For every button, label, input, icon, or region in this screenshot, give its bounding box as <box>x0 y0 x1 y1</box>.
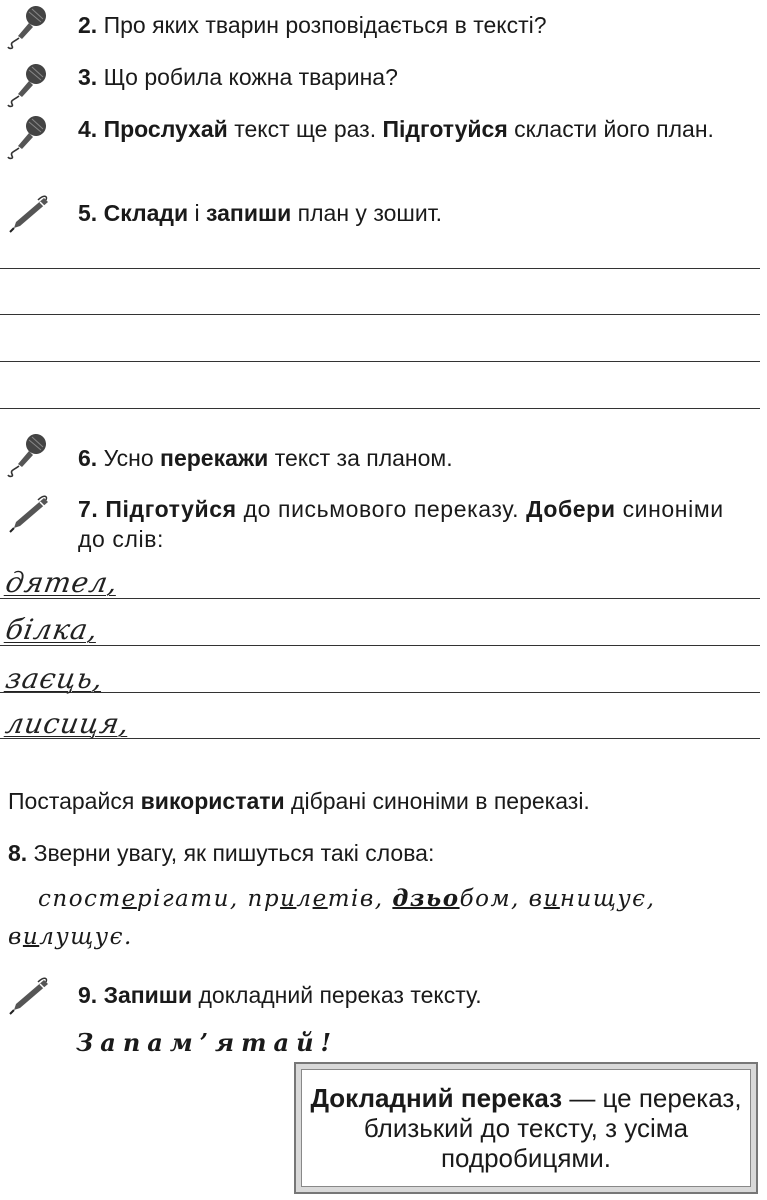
task-7: 7. Підготуйся до письмового переказу. Добери синоніми до слів: <box>78 496 724 552</box>
pen-icon <box>4 970 52 1018</box>
pen-icon <box>4 188 52 236</box>
task-4: 4. Прослухай текст ще раз. Підготуйся скласти його план. <box>78 116 714 142</box>
handwritten-word: дятел, <box>3 566 122 599</box>
task-3: 3. Що робила кожна тварина? <box>78 64 398 90</box>
microphone-icon <box>4 2 52 50</box>
task-5: 5. Склади і запиши план у зошит. <box>78 200 443 226</box>
writing-line <box>0 692 760 693</box>
task-9: 9. Запиши докладний переказ тексту. <box>78 982 482 1008</box>
writing-line <box>0 314 760 315</box>
rule-box <box>294 1062 758 1194</box>
writing-line <box>0 268 760 269</box>
writing-line <box>0 408 760 409</box>
task-2: 2. Про яких тварин розповідається в тексті? <box>78 12 547 38</box>
rule-text: Докладний переказ — це переказ, близький до тексту, з усіма подробицями. <box>301 1069 751 1187</box>
writing-line <box>0 361 760 362</box>
handwritten-word: заєць, <box>3 662 107 695</box>
microphone-icon <box>4 112 52 160</box>
task-6: 6. Усно перекажи текст за планом. <box>78 445 453 471</box>
microphone-icon <box>4 430 52 478</box>
tip-text: Постарайся використати дібрані синоніми в переказі. <box>8 788 590 814</box>
spelling-words: спостерігати, прилетів, дзьобом, винищує, вилущує. <box>8 885 656 950</box>
task-8: 8. Зверни увагу, як пишуться такі слова: <box>8 840 435 866</box>
remember-heading: Запам’ятай! <box>76 1028 339 1057</box>
writing-line <box>0 645 760 646</box>
handwritten-word: білка, <box>3 613 102 646</box>
handwritten-word: лисиця, <box>3 707 133 740</box>
microphone-icon <box>4 60 52 108</box>
pen-icon <box>4 488 52 536</box>
